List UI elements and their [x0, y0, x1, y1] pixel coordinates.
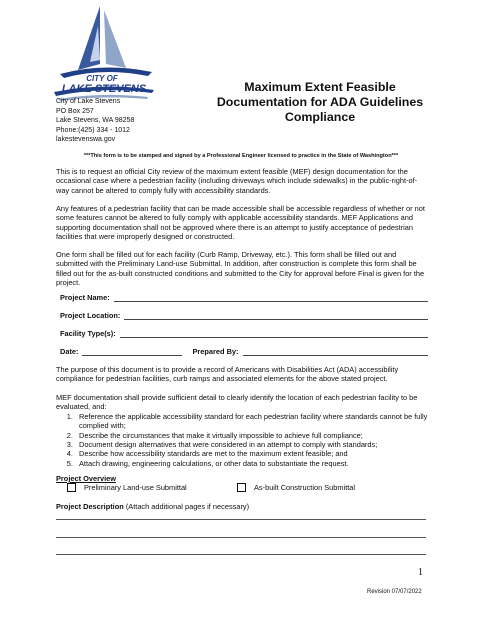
preliminary-checkbox[interactable]: [67, 483, 76, 492]
logo-text-name: LAKE STEVENS: [61, 83, 147, 95]
page-number: 1: [418, 567, 423, 578]
sailboat-logo-icon: [48, 4, 158, 104]
address-line: lakestevenswa.gov: [56, 136, 116, 144]
description-input-line[interactable]: [56, 519, 426, 520]
description-input-line[interactable]: [56, 554, 426, 555]
mef-steps-list: [56, 412, 428, 468]
list-item: 1. Reference the applicable accessibility standard for each pedestrian facility where standards cannot be fully complied with;: [75, 412, 428, 431]
facility-types-field[interactable]: [60, 329, 428, 338]
preliminary-option[interactable]: [67, 483, 187, 492]
project-name-label: Project Name:: [60, 293, 110, 302]
logo-text-city: CITY OF: [86, 74, 118, 83]
date-prepared-row: [60, 347, 428, 356]
description-input-line[interactable]: [56, 537, 426, 538]
project-name-input-line[interactable]: [114, 294, 428, 302]
title-line: Maximum Extent Feasible: [244, 80, 396, 94]
city-address: [56, 97, 134, 145]
project-location-input-line[interactable]: [124, 312, 428, 320]
date-input-line[interactable]: [82, 348, 182, 356]
project-description-note: (Attach additional pages if necessary): [123, 502, 250, 511]
intro-paragraph: This is to request an official City review of the maximum extent feasible (MEF) design documentation for the occasional case where a pedestrian facility (including driveways which include sidewalks) in the public-right-of-way cannot be altered to comply fully with accessibility standards.: [56, 167, 418, 195]
facility-types-label: Facility Type(s):: [60, 329, 116, 338]
project-description-label: Project Description: [56, 502, 124, 511]
list-item: 5. Attach drawing, engineering calculations, or other data to substantiate the request.: [75, 459, 428, 468]
mef-paragraph: [56, 393, 428, 468]
title-line: Compliance: [284, 110, 356, 124]
prepared-by-label: Prepared By:: [192, 347, 239, 356]
asbuilt-label: As-built Construction Submittal: [254, 483, 356, 492]
address-line: PO Box 257: [56, 107, 94, 115]
address-line: Phone:(425) 334 - 1012: [56, 126, 130, 134]
project-location-label: Project Location:: [60, 311, 121, 320]
facility-types-input-line[interactable]: [120, 330, 428, 338]
revision-date: Revision 07/07/2022: [367, 589, 422, 595]
project-location-field[interactable]: [60, 311, 428, 320]
date-label: Date:: [60, 347, 79, 356]
form-title: [200, 80, 440, 125]
list-item: 3. Document design alternatives that were considered in an attempt to comply with standards;: [75, 440, 428, 449]
project-name-field[interactable]: [60, 293, 428, 302]
intro-paragraph: One form shall be filled out for each facility (Curb Ramp, Driveway, etc.). This form shall be filled out and submitted with the Preliminary Land-use Submittal. In addition, after construction is complete this form shall be filled out for the as-built constructed conditions and submitted to the City for approval before Final is given for the project.: [56, 250, 425, 288]
project-description-heading: [56, 502, 249, 511]
preliminary-label: Preliminary Land-use Submittal: [84, 483, 187, 492]
list-item: 4. Describe how accessibility standards are met to the maximum extent feasible; and: [75, 449, 428, 458]
prepared-by-input-line[interactable]: [243, 348, 429, 356]
list-item: 2. Describe the circumstances that make it virtually impossible to achieve full compliance;: [75, 431, 428, 440]
asbuilt-option[interactable]: [237, 483, 355, 492]
title-line: Documentation for ADA Guidelines: [216, 95, 424, 109]
intro-paragraph: Any features of a pedestrian facility that can be made accessible shall be accessible regardless of whether or not some features cannot be altered to fully comply with applicable accessibility standards. MEF Applications and supporting documentation shall not be approved where there is an attempt to justify acceptance of pedestrian facilities that were improperly designed or constructed.: [56, 204, 425, 242]
pe-stamp-note: ***This form is to be stamped and signed by a Professional Engineer licensed to practice in the State of Washington***: [83, 153, 399, 159]
address-line: City of Lake Stevens: [56, 98, 121, 105]
city-logo: [48, 4, 158, 104]
address-line: Lake Stevens, WA 98258: [56, 117, 135, 125]
mef-intro: MEF documentation shall provide sufficient detail to clearly identify the location of each pedestrian facility to be evaluated, and:: [56, 393, 418, 412]
project-overview-heading: Project Overview: [56, 474, 116, 483]
purpose-paragraph: The purpose of this document is to provide a record of Americans with Disabilities Act (ADA) accessibility compliance for pedestrian facilities, curb ramps and associated elements for the above stated project.: [56, 365, 399, 384]
asbuilt-checkbox[interactable]: [237, 483, 246, 492]
